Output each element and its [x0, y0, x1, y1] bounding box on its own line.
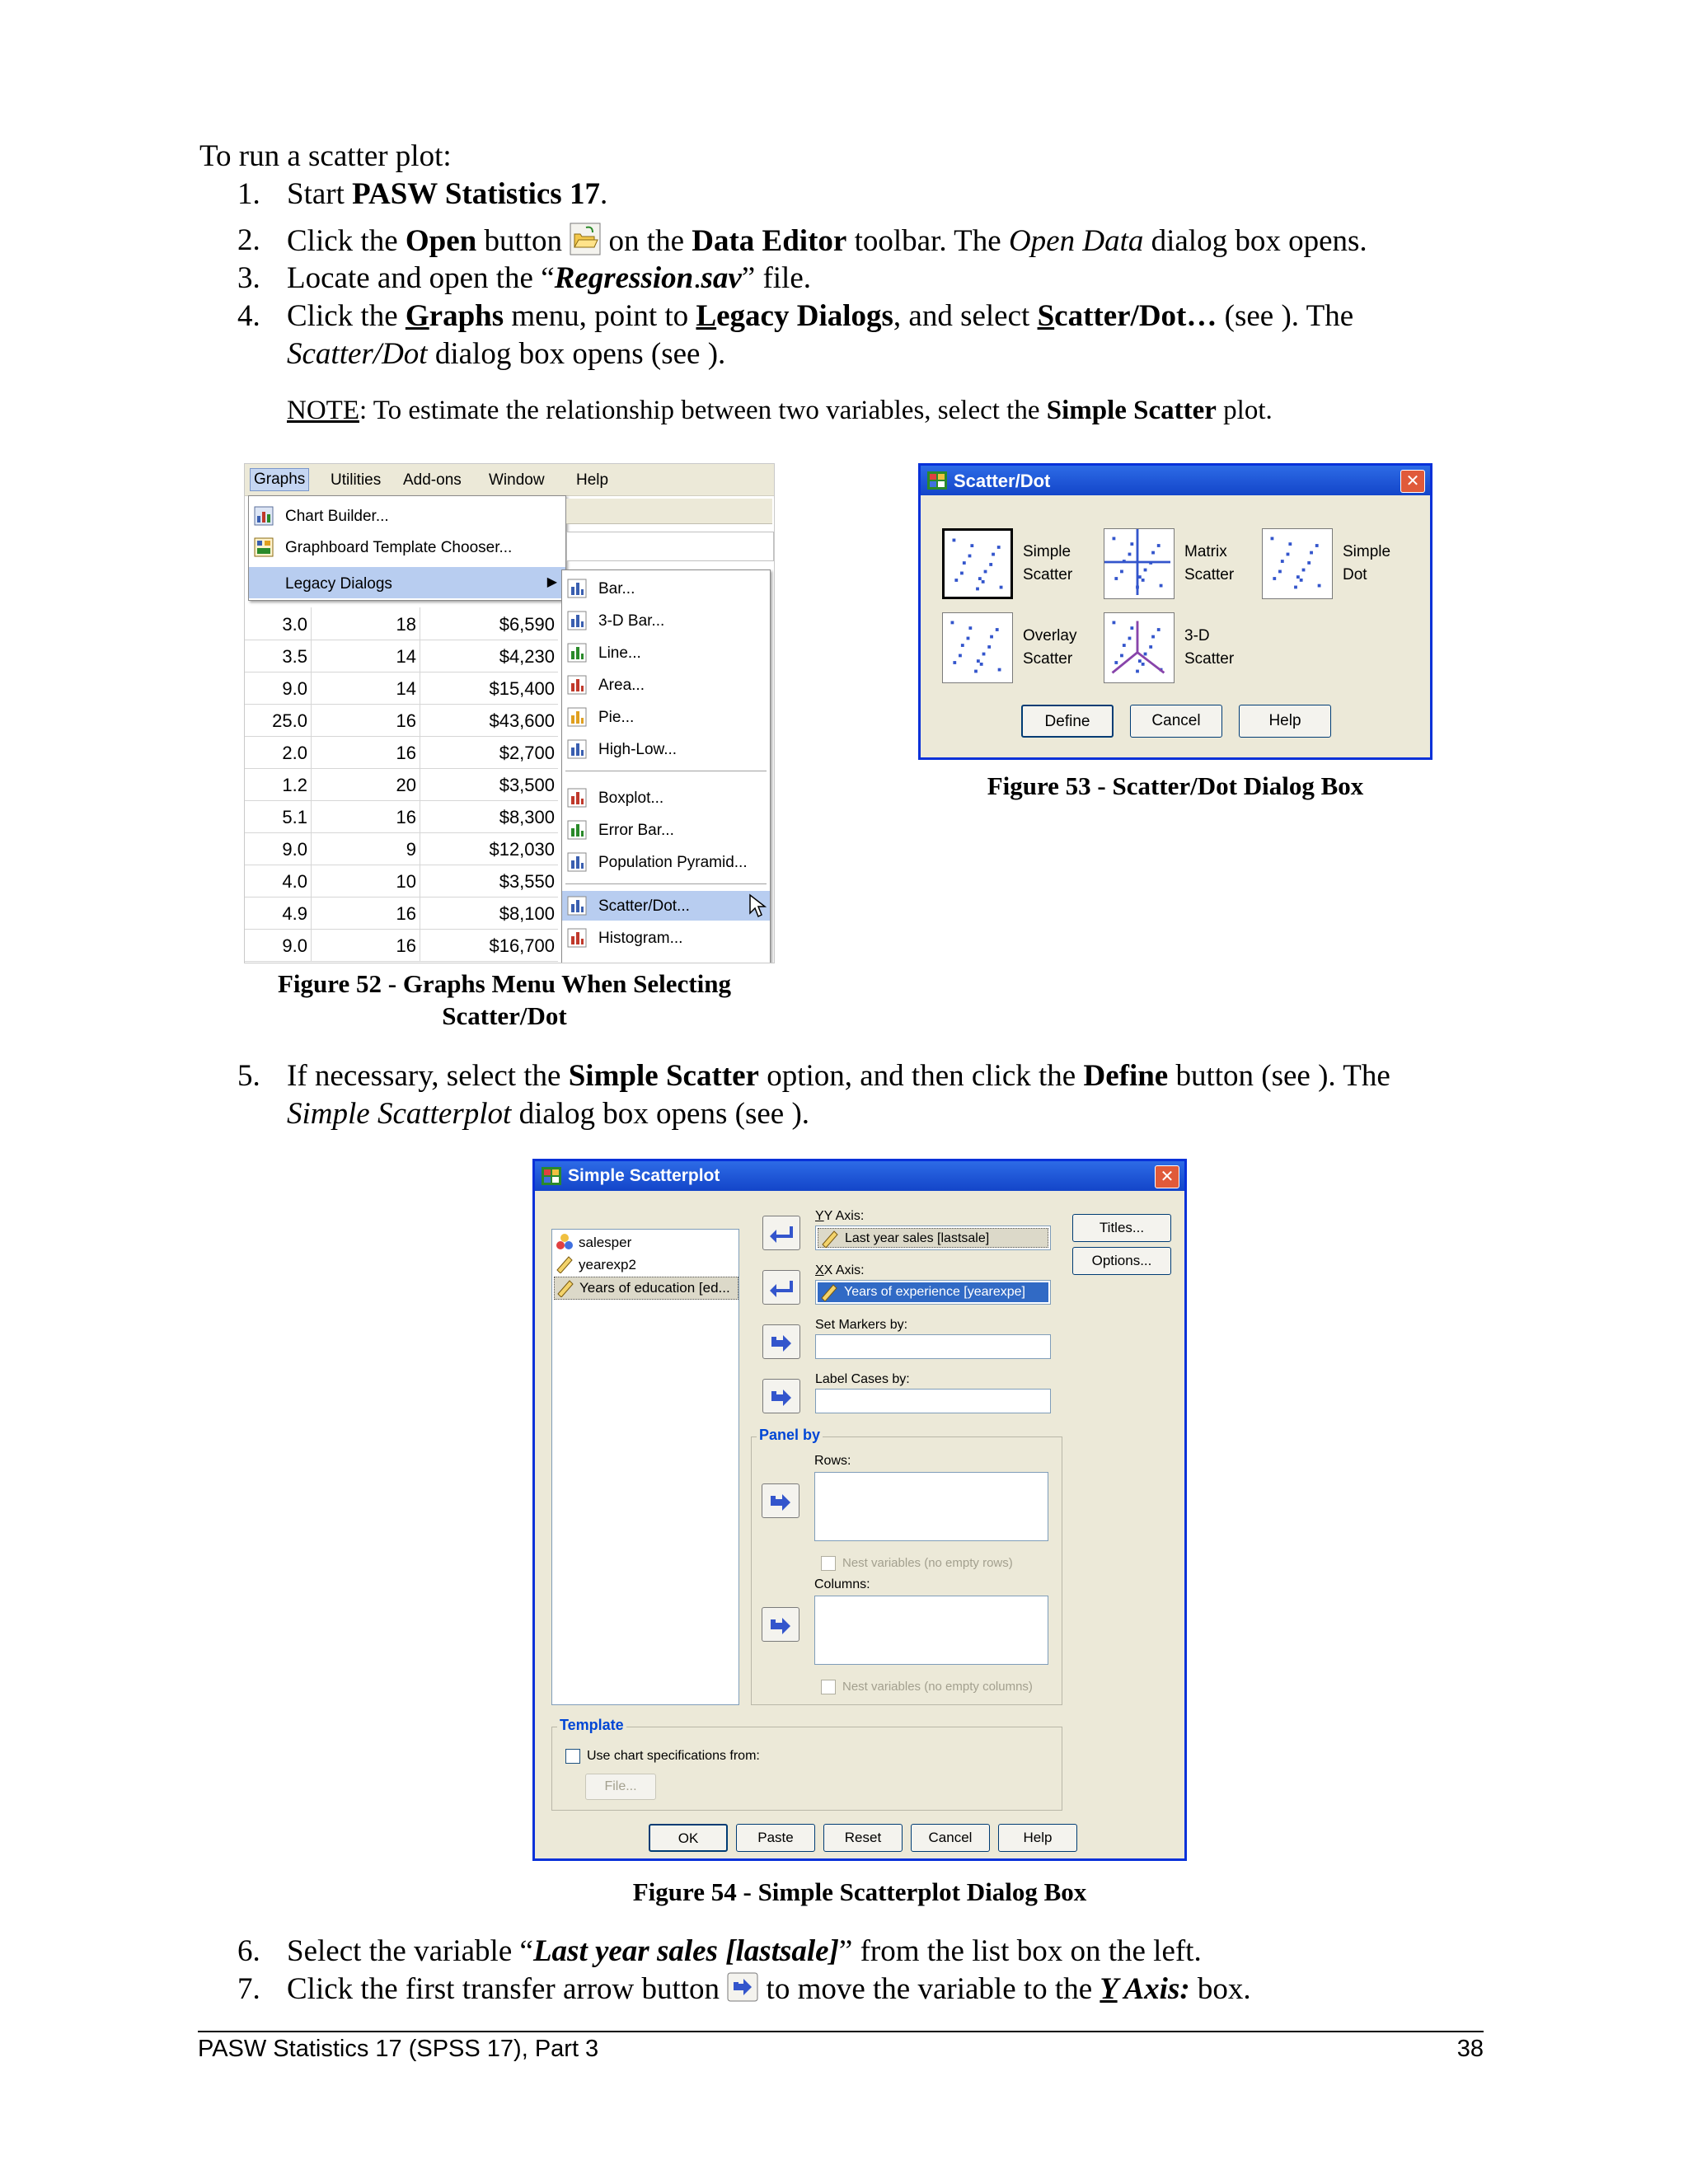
scatter-dot-chart-icon — [567, 896, 587, 916]
table-cell: $8,100 — [499, 903, 555, 924]
option-3d-scatter[interactable]: 3-D Scatter — [1104, 612, 1260, 687]
label-cases-transfer-arrow[interactable] — [762, 1379, 800, 1413]
table-cell: 25.0 — [272, 710, 307, 731]
table-cell: 20 — [396, 775, 416, 795]
table-cell: $4,230 — [499, 646, 555, 667]
reset-button[interactable]: Reset — [823, 1824, 903, 1852]
table-row[interactable] — [245, 736, 558, 769]
table-cell: 16 — [396, 710, 416, 731]
table-row[interactable] — [245, 672, 558, 705]
submenu-item-high-low[interactable]: High-Low... — [562, 734, 770, 764]
table-cell: $12,030 — [489, 839, 555, 860]
submenu-item-line[interactable]: Line... — [562, 638, 770, 668]
page-number: 38 — [1456, 2036, 1484, 2062]
submenu-item-area[interactable]: Area... — [562, 670, 770, 700]
table-row[interactable] — [245, 865, 558, 898]
figure-52-caption: Figure 52 - Graphs Menu When Selecting Scatter/Dot — [278, 969, 731, 1030]
table-row[interactable] — [245, 704, 558, 737]
submenu-item-boxplot[interactable]: Boxplot... — [562, 783, 770, 813]
table-cell: 2.0 — [282, 743, 307, 763]
menu-item-legacy-dialogs[interactable]: Legacy Dialogs ▶ — [249, 567, 565, 598]
error-bar-chart-icon — [567, 820, 587, 840]
menu-add-ons[interactable]: Add-ons — [403, 471, 462, 489]
submenu-item-bar[interactable]: Bar... — [562, 574, 770, 603]
table-cell: 3.0 — [282, 614, 307, 635]
rows-transfer-arrow[interactable] — [762, 1483, 799, 1518]
template-group: Template Use chart specifications from: File... — [551, 1727, 1062, 1811]
columns-transfer-arrow[interactable] — [762, 1607, 799, 1642]
graphs-menu-screenshot — [244, 463, 775, 963]
nest-columns-checkbox[interactable] — [821, 1680, 836, 1694]
histogram-chart-icon — [567, 928, 587, 948]
table-cell: $3,550 — [499, 871, 555, 892]
graphboard-icon — [254, 537, 274, 557]
transfer-arrow-icon — [727, 1972, 758, 2002]
option-simple-dot[interactable]: Simple Dot — [1262, 528, 1418, 602]
mouse-cursor-icon — [748, 893, 767, 923]
help-button[interactable]: Help — [1239, 705, 1331, 738]
high-low-chart-icon — [567, 739, 587, 759]
table-cell: 4.9 — [282, 903, 307, 924]
set-markers-label: Set Markers by: — [815, 1318, 908, 1332]
menu-bar — [245, 464, 774, 496]
cancel-button[interactable]: Cancel — [911, 1824, 990, 1852]
figure-54-caption: Figure 54 - Simple Scatterplot Dialog Box — [632, 1877, 1087, 1906]
submenu-item-histogram[interactable]: Histogram... — [562, 923, 770, 953]
options-button[interactable]: Options... — [1072, 1247, 1171, 1275]
label-cases-field[interactable] — [815, 1389, 1051, 1413]
spss-app-icon — [542, 1167, 561, 1185]
spss-app-icon — [927, 471, 947, 490]
y-axis-transfer-arrow[interactable] — [762, 1216, 800, 1250]
scale-variable-icon — [820, 1283, 838, 1301]
paste-button[interactable]: Paste — [736, 1824, 815, 1852]
table-cell: $2,700 — [499, 743, 555, 763]
close-button[interactable]: ✕ — [1400, 470, 1425, 493]
scale-variable-icon — [556, 1279, 574, 1297]
3d-scatter-icon — [1104, 612, 1175, 683]
submenu-item-error-bar[interactable]: Error Bar... — [562, 815, 770, 845]
table-cell: 9 — [406, 839, 416, 860]
submenu-item-population-pyramid[interactable]: Population Pyramid... — [562, 847, 770, 877]
3d-bar-chart-icon — [567, 611, 587, 630]
list-item-salesper[interactable]: salesper — [556, 1233, 574, 1253]
file-button[interactable]: File... — [585, 1774, 656, 1800]
columns-field[interactable] — [814, 1596, 1048, 1665]
nest-rows-label: Nest variables (no empty rows) — [842, 1556, 1013, 1570]
pie-chart-icon — [567, 707, 587, 727]
menu-window[interactable]: Window — [489, 471, 545, 489]
table-cell: 16 — [396, 903, 416, 924]
help-button[interactable]: Help — [998, 1824, 1077, 1852]
table-cell: 5.1 — [282, 807, 307, 827]
list-item-yearexp2[interactable]: yearexp2 — [556, 1255, 574, 1275]
menu-graphs[interactable]: Graphs — [250, 468, 309, 491]
table-cell: 9.0 — [282, 935, 307, 956]
table-cell: 4.0 — [282, 871, 307, 892]
cancel-button[interactable]: Cancel — [1130, 705, 1222, 738]
table-cell: $16,700 — [489, 935, 555, 956]
table-cell: 1.2 — [282, 775, 307, 795]
note-text: NOTE: To estimate the relationship between two variables, select the Simple Scatter plot. — [287, 396, 1273, 425]
table-cell: 14 — [396, 678, 416, 699]
table-cell: 10 — [396, 871, 416, 892]
nest-columns-label: Nest variables (no empty columns) — [842, 1680, 1033, 1694]
nominal-variable-icon — [556, 1233, 574, 1251]
panel-by-group: Panel by Rows: Nest variables (no empty rows) Columns: Nest variables (no empty columns) — [751, 1436, 1062, 1705]
menu-utilities[interactable]: Utilities — [331, 471, 382, 489]
rows-label: Rows: — [814, 1454, 851, 1468]
chart-builder-icon — [254, 506, 274, 526]
x-axis-field[interactable]: Years of experience [yearexpe] — [815, 1280, 1051, 1305]
use-chart-spec-checkbox[interactable] — [565, 1749, 580, 1764]
population-pyramid-chart-icon — [567, 852, 587, 872]
menu-item-graphboard[interactable]: Graphboard Template Chooser... — [249, 532, 565, 562]
table-row[interactable] — [245, 832, 558, 865]
table-row[interactable] — [245, 897, 558, 930]
table-cell: 9.0 — [282, 678, 307, 699]
label-cases-label: Label Cases by: — [815, 1372, 910, 1386]
submenu-item-3d-bar[interactable]: 3-D Bar... — [562, 606, 770, 635]
titles-button[interactable]: Titles... — [1072, 1214, 1171, 1242]
rows-field[interactable] — [814, 1472, 1048, 1541]
simple-scatterplot-titlebar: Simple Scatterplot ✕ — [535, 1161, 1184, 1191]
menu-help[interactable]: Help — [576, 471, 609, 489]
y-axis-field[interactable]: Last year sales [lastsale] — [815, 1226, 1051, 1250]
define-button[interactable]: Define — [1021, 705, 1114, 738]
table-row[interactable] — [245, 768, 558, 801]
area-chart-icon — [567, 675, 587, 695]
set-markers-field[interactable] — [815, 1334, 1051, 1359]
table-cell: 16 — [396, 935, 416, 956]
footer-left: PASW Statistics 17 (SPSS 17), Part 3 — [198, 2036, 599, 2062]
footer-rule — [198, 2031, 1484, 2032]
table-cell: $3,500 — [499, 775, 555, 795]
table-cell: $8,300 — [499, 807, 555, 827]
legacy-dialogs-submenu — [561, 569, 771, 963]
submenu-item-pie[interactable]: Pie... — [562, 702, 770, 732]
table-cell: $43,600 — [489, 710, 555, 731]
submenu-item-scatter-dot[interactable]: Scatter/Dot... — [562, 891, 770, 921]
table-cell: 16 — [396, 807, 416, 827]
matrix-scatter-icon — [1104, 528, 1175, 599]
table-cell: 14 — [396, 646, 416, 667]
overlay-scatter-icon — [942, 612, 1013, 683]
table-cell: 16 — [396, 743, 416, 763]
scatter-dot-titlebar: Scatter/Dot ✕ — [921, 466, 1430, 495]
submenu-arrow-icon: ▶ — [546, 575, 557, 589]
ok-button[interactable]: OK — [649, 1824, 728, 1852]
variable-list[interactable] — [551, 1229, 739, 1705]
table-cell: 18 — [396, 614, 416, 635]
option-matrix-scatter[interactable]: Matrix Scatter — [1104, 528, 1260, 602]
bar-chart-icon — [567, 579, 587, 598]
table-row[interactable] — [245, 929, 558, 962]
open-folder-icon — [570, 223, 601, 255]
table-cell: 3.5 — [282, 646, 307, 667]
intro-text: To run a scatter plot: — [199, 139, 452, 173]
line-chart-icon — [567, 643, 587, 663]
simple-dot-icon — [1262, 528, 1333, 599]
scale-variable-icon — [556, 1255, 574, 1273]
simple-scatter-icon — [942, 528, 1013, 599]
scatter-dot-dialog — [918, 463, 1432, 760]
set-markers-transfer-arrow[interactable] — [762, 1324, 800, 1359]
scale-variable-icon — [821, 1230, 839, 1248]
option-simple-scatter[interactable]: Simple Scatter — [942, 528, 1099, 602]
table-row[interactable] — [245, 800, 558, 833]
x-axis-label: XX Axis: — [815, 1263, 865, 1277]
menu-item-chart-builder[interactable]: Chart Builder... — [249, 501, 565, 531]
table-cell: $6,590 — [499, 614, 555, 635]
table-cell: 9.0 — [282, 839, 307, 860]
y-axis-label: YY Axis: — [815, 1209, 865, 1223]
use-chart-spec-label: Use chart specifications from: — [587, 1749, 760, 1763]
graphs-dropdown — [248, 495, 566, 601]
nest-rows-checkbox[interactable] — [821, 1556, 836, 1571]
table-row[interactable] — [245, 640, 558, 673]
option-overlay-scatter[interactable]: Overlay Scatter — [942, 612, 1099, 687]
list-item-years-of-education[interactable]: Years of education [ed... — [554, 1277, 738, 1300]
x-axis-transfer-arrow[interactable] — [762, 1270, 800, 1305]
close-button[interactable]: ✕ — [1155, 1165, 1179, 1188]
figure-53-caption: Figure 53 - Scatter/Dot Dialog Box — [987, 771, 1364, 800]
table-cell: $15,400 — [489, 678, 555, 699]
boxplot-chart-icon — [567, 788, 587, 808]
columns-label: Columns: — [814, 1577, 870, 1591]
table-row[interactable] — [245, 607, 558, 640]
simple-scatterplot-dialog — [532, 1159, 1187, 1861]
